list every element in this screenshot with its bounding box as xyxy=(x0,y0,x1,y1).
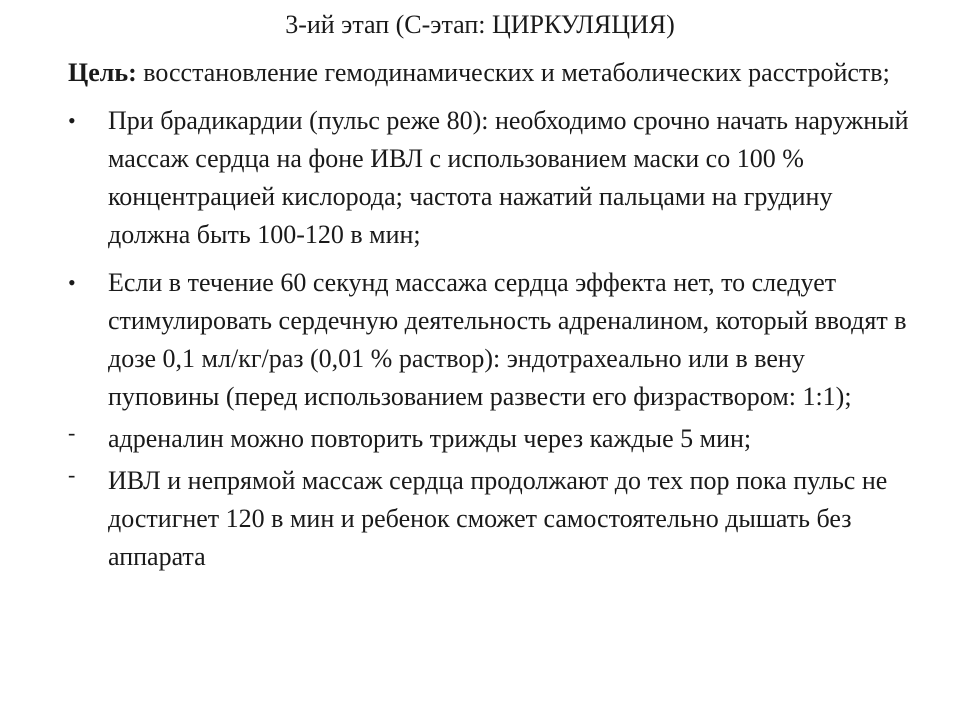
goal-text: восстановление гемодинамических и метаболических расстройств; xyxy=(143,58,890,87)
list-item-text: Если в течение 60 секунд массажа сердца эффекта нет, то следует стимулировать сердечную деятельность адреналином, который вводят в дозе 0,1 мл/кг/раз (0,01 % раствор): эндотрахеально или в вену пуповины (перед использованием развести его физраствором: 1:1); xyxy=(108,268,907,411)
slide-title: 3-ий этап (С-этап: ЦИРКУЛЯЦИЯ) xyxy=(285,10,675,39)
bullet-marker: • xyxy=(68,108,76,133)
list-item-text: адреналин можно повторить трижды через каждые 5 мин; xyxy=(108,424,752,453)
slide-body xyxy=(68,54,918,576)
list-item-repeat-adrenaline xyxy=(68,420,918,458)
dash-marker: - xyxy=(68,462,76,487)
goal-paragraph xyxy=(68,54,918,92)
list-item-text: При брадикардии (пульс реже 80): необходимо срочно начать наружный массаж сердца на фоне ИВЛ с использованием маски со 100 % концентрацией кислорода; частота нажатий пальцами на грудину должна быть 100-120 в мин; xyxy=(108,106,909,249)
dash-marker: - xyxy=(68,420,76,445)
list-item-adrenaline xyxy=(68,264,918,416)
goal-label: Цель: xyxy=(68,58,137,87)
bullet-marker: • xyxy=(68,270,76,295)
list-item-bradycardia xyxy=(68,102,918,254)
list-item-text: ИВЛ и непрямой массаж сердца продолжают до тех пор пока пульс не достигнет 120 в мин и ребенок сможет самостоятельно дышать без аппарата xyxy=(108,466,888,571)
list-item-continue-cpr xyxy=(68,462,918,576)
